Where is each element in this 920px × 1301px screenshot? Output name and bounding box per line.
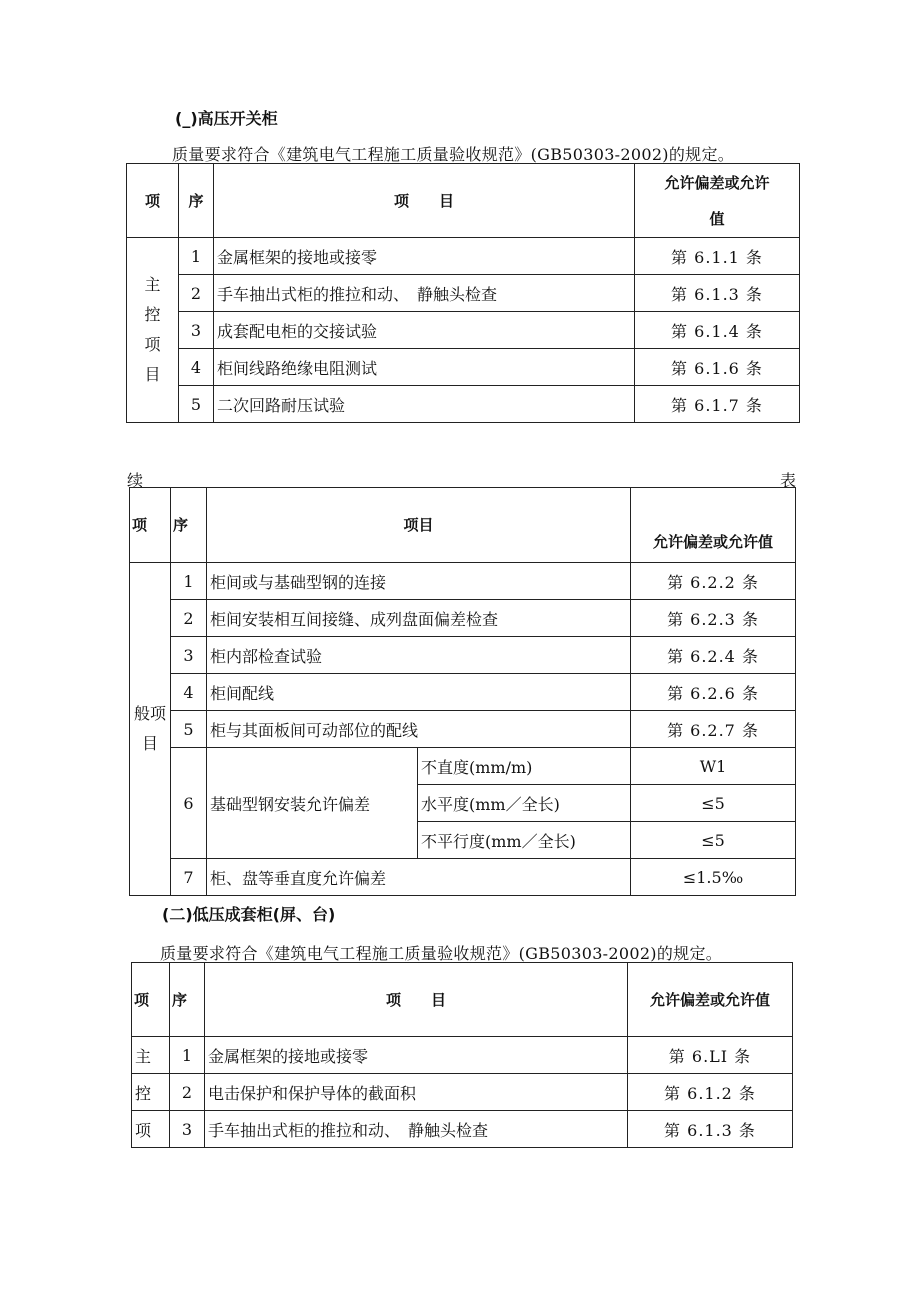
row-item: 金属框架的接地或接零 xyxy=(214,238,635,275)
row-category: 主 xyxy=(132,1037,170,1074)
row-seq: 4 xyxy=(171,674,207,711)
table-row xyxy=(127,349,800,386)
table-row xyxy=(132,1074,793,1111)
header-tolerance: 允许偏差或允许值 xyxy=(628,963,793,1037)
table-row xyxy=(130,563,796,600)
sub-value: ≤5 xyxy=(631,822,796,859)
header-category: 项 xyxy=(132,963,170,1037)
row-item: 柜内部检查试验 xyxy=(207,637,631,674)
row-seq: 5 xyxy=(171,711,207,748)
table-row xyxy=(127,386,800,423)
row-clause: 第 6.1.3 条 xyxy=(628,1111,793,1148)
table-low-voltage-main xyxy=(131,962,793,1148)
row-seq: 3 xyxy=(179,312,214,349)
row-item: 金属框架的接地或接零 xyxy=(205,1037,628,1074)
row-seq: 4 xyxy=(179,349,214,386)
row-clause: 第 6.2.3 条 xyxy=(631,600,796,637)
section1-intro: 质量要求符合《建筑电气工程施工质量验收规范》(GB50303-2002)的规定。 xyxy=(172,145,735,164)
row-seq: 2 xyxy=(171,600,207,637)
row-clause: 第 6.1.3 条 xyxy=(635,275,800,312)
row-item: 柜间线路绝缘电阻测试 xyxy=(214,349,635,386)
section2-intro: 质量要求符合《建筑电气工程施工质量验收规范》(GB50303-2002)的规定。 xyxy=(160,944,723,963)
row-item: 电击保护和保护导体的截面积 xyxy=(205,1074,628,1111)
table-row xyxy=(130,600,796,637)
row-clause: 第 6.2.2 条 xyxy=(631,563,796,600)
table-row xyxy=(132,1111,793,1148)
continuation-right-label: 表 xyxy=(780,471,797,490)
header-category: 项 xyxy=(130,488,171,563)
row-item: 柜与其面板间可动部位的配线 xyxy=(207,711,631,748)
row-item: 柜间配线 xyxy=(207,674,631,711)
group-label-main-control: 主 控 项 目 xyxy=(127,238,179,423)
table-row xyxy=(127,238,800,275)
header-seq: 序 xyxy=(170,963,205,1037)
row-item: 二次回路耐压试验 xyxy=(214,386,635,423)
row-seq: 3 xyxy=(171,637,207,674)
row-clause: 第 6.1.7 条 xyxy=(635,386,800,423)
header-category: 项 xyxy=(127,164,179,238)
row-clause: 第 6.1.1 条 xyxy=(635,238,800,275)
row-seq: 1 xyxy=(171,563,207,600)
row-seq: 7 xyxy=(171,859,207,896)
row-clause: 第 6.2.6 条 xyxy=(631,674,796,711)
table-high-voltage-main xyxy=(126,163,800,423)
row-item: 成套配电柜的交接试验 xyxy=(214,312,635,349)
row-clause: 第 6.1.6 条 xyxy=(635,349,800,386)
table-row xyxy=(132,1037,793,1074)
header-tolerance-line1: 允许偏差或允许 xyxy=(664,173,770,192)
section1-heading: (_)高压开关柜 xyxy=(175,109,278,128)
row-item: 手车抽出式柜的推拉和动、 静触头检查 xyxy=(214,275,635,312)
row-clause: 第 6.1.4 条 xyxy=(635,312,800,349)
row-seq: 1 xyxy=(179,238,214,275)
table-row xyxy=(130,637,796,674)
row-clause: 第 6.LI 条 xyxy=(628,1037,793,1074)
sub-item: 不直度(mm/m) xyxy=(418,748,631,785)
header-tolerance xyxy=(635,164,800,238)
row-seq: 1 xyxy=(170,1037,205,1074)
group-label-general: 般项 目 xyxy=(130,563,171,896)
header-seq: 序 xyxy=(179,164,214,238)
row-item: 柜间安装相互间接缝、成列盘面偏差检查 xyxy=(207,600,631,637)
sub-item: 水平度(mm／全长) xyxy=(418,785,631,822)
table-header-row xyxy=(130,488,796,563)
table-header-row xyxy=(127,164,800,238)
table-row xyxy=(130,859,796,896)
table-row xyxy=(130,748,796,785)
table-row xyxy=(127,312,800,349)
header-tolerance-line2: 值 xyxy=(709,209,725,228)
sub-value: ≤5 xyxy=(631,785,796,822)
row-seq: 2 xyxy=(179,275,214,312)
table-row xyxy=(130,711,796,748)
row-item: 手车抽出式柜的推拉和动、 静触头检查 xyxy=(205,1111,628,1148)
header-item: 项目 xyxy=(207,488,631,563)
row-clause: 第 6.1.2 条 xyxy=(628,1074,793,1111)
table-row xyxy=(127,275,800,312)
row-seq: 5 xyxy=(179,386,214,423)
header-seq: 序 xyxy=(171,488,207,563)
row-seq: 6 xyxy=(171,748,207,859)
row-clause: 第 6.2.7 条 xyxy=(631,711,796,748)
section2-heading: (二)低压成套柜(屏、台) xyxy=(162,905,336,924)
sub-value: W1 xyxy=(631,748,796,785)
sub-item: 不平行度(mm／全长) xyxy=(418,822,631,859)
row-item: 柜间或与基础型钢的连接 xyxy=(207,563,631,600)
row-seq: 3 xyxy=(170,1111,205,1148)
table-header-row xyxy=(132,963,793,1037)
header-tolerance: 允许偏差或允许值 xyxy=(631,488,796,563)
table-row xyxy=(130,674,796,711)
header-item: 项 目 xyxy=(214,164,635,238)
row-value: ≤1.5‰ xyxy=(631,859,796,896)
row-seq: 2 xyxy=(170,1074,205,1111)
row-item: 基础型钢安装允许偏差 xyxy=(207,748,418,859)
row-category: 控 xyxy=(132,1074,170,1111)
row-category: 项 xyxy=(132,1111,170,1148)
continuation-left-label: 续 xyxy=(127,471,144,490)
header-item: 项 目 xyxy=(205,963,628,1037)
row-item: 柜、盘等垂直度允许偏差 xyxy=(207,859,631,896)
table-high-voltage-general xyxy=(129,487,796,896)
row-clause: 第 6.2.4 条 xyxy=(631,637,796,674)
